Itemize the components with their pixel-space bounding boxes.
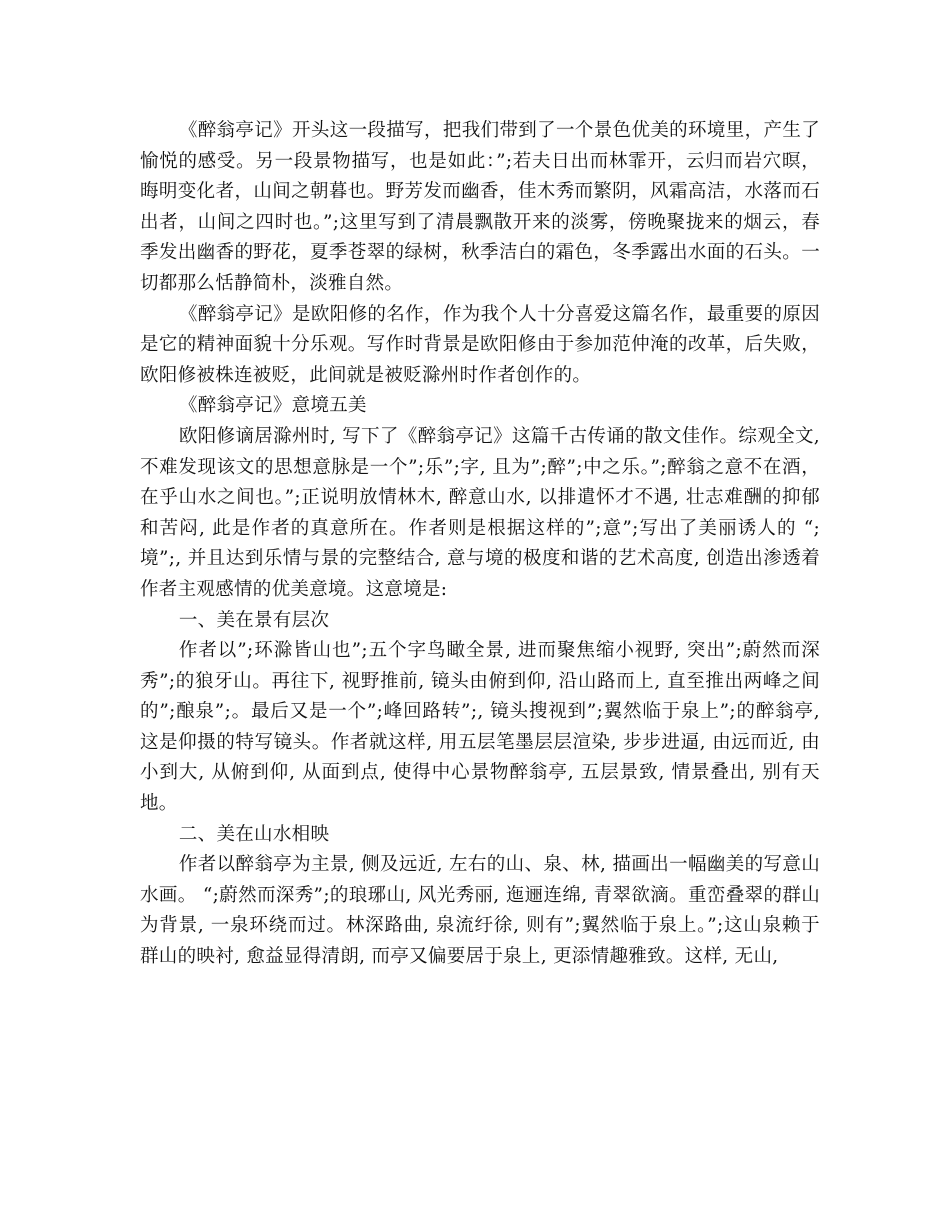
subheading-mountain-water: 二、美在山水相映 xyxy=(178,823,330,845)
document-body xyxy=(140,116,820,973)
paragraph-layers: 作者以”;环滁皆山也”;五个字鸟瞰全景, 进而聚焦缩小视野, 突出”;蔚然而深秀”;的狼牙山。再往下, 视野推前, 镜头由俯到仰, 沿山路而上, 直至推出两峰之间的”;酿泉”;。最后又是一个”;峰回路转”;, 镜头搜视到”;翼然临于泉上”;的醉翁亭, 这是仰摄的特写镜头。作者就这样, 用五层笔墨层层渲染, 步步进逼, 由远而近, 由小到大, 从俯到仰, 从面到点, 使得中心景物醉翁亭, 五层景致, 情景叠出, 别有天地。 xyxy=(140,640,820,815)
subheading-layers: 一、美在景有层次 xyxy=(178,609,330,631)
paragraph-author-background: 《醉翁亭记》是欧阳修的名作，作为我个人十分喜爱这篇名作，最重要的原因是它的精神面貌十分乐观。写作时背景是欧阳修由于参加范仲淹的改革，后失败，欧阳修被株连被贬，此间就是被贬滁州时作者创作的。 xyxy=(140,303,820,386)
paragraph-mountain-water: 作者以醉翁亭为主景, 侧及远近, 左右的山、泉、林, 描画出一幅幽美的写意山水画。 “;蔚然而深秀”;的琅琊山, 风光秀丽, 迤逦连绵, 青翠欲滴。重峦叠翠的群山为背景, 一泉环绕而过。林深路曲, 泉流纡徐, 则有”;翼然临于泉上。”;这山泉赖于群山的映衬, 愈益显得清朗, 而亭又偏要居于泉上, 更添情趣雅致。这样, 无山, xyxy=(140,854,820,968)
paragraph-artistic-conception: 欧阳修谪居滁州时, 写下了《醉翁亭记》这篇千古传诵的散文佳作。综观全文, 不难发现该文的思想意脉是一个”;乐”;字, 且为”;醉”;中之乐。”;醉翁之意不在酒， 在乎山水之间也。”;正说明放情林木, 醉意山水, 以排遣怀才不遇, 壮志难酬的抑郁和苦闷, 此是作者的真意所在。作者则是根据这样的”;意”;写出了美丽诱人的 “;境”;, 并且达到乐情与景的完整结合, 意与境的极度和谐的艺术高度, 创造出渗透着作者主观感情的优美意境。这意境是: xyxy=(140,425,820,600)
section-heading-five-beauties: 《醉翁亭记》意境五美 xyxy=(178,395,367,417)
paragraph-opening-description: 《醉翁亭记》开头这一段描写，把我们带到了一个景色优美的环境里，产生了愉悦的感受。另一段景物描写，也是如此：”;若夫日出而林霏开，云归而岩穴暝，晦明变化者，山间之朝暮也。野芳发而幽香，佳木秀而繁阴，风霜高洁，水落而石出者，山间之四时也。”;这里写到了清晨飘散开来的淡雾，傍晚聚拢来的烟云，春季发出幽香的野花，夏季苍翠的绿树，秋季洁白的霜色，冬季露出水面的石头。一切都那么恬静简朴，淡雅自然。 xyxy=(140,120,820,294)
